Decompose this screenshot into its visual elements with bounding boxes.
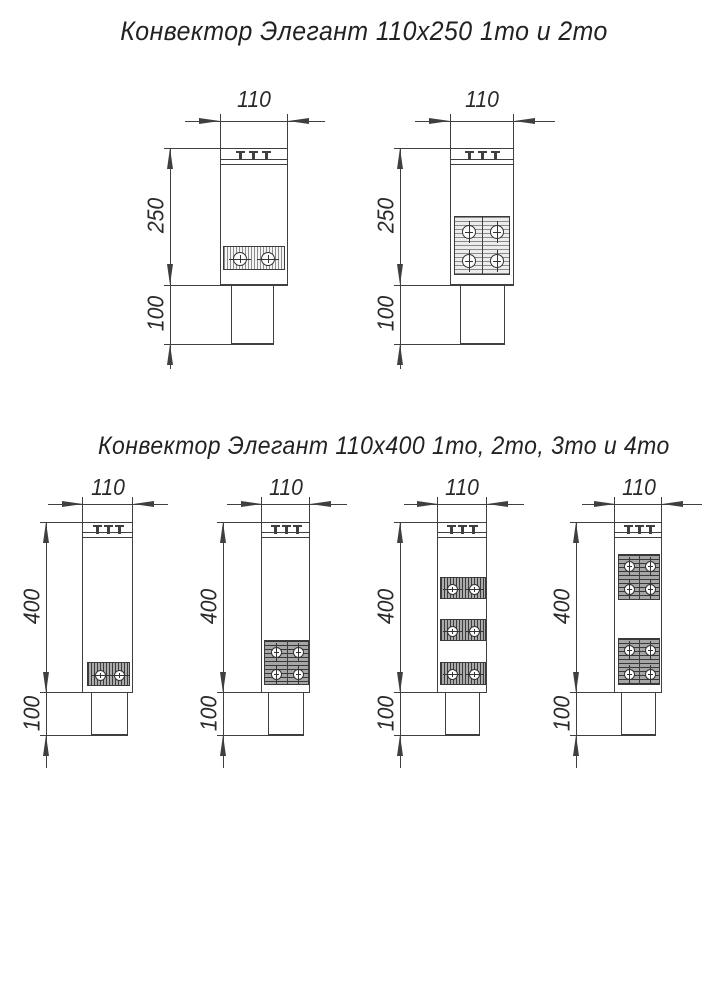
grille-clip-icon — [465, 151, 474, 153]
dimension-arrow-right-icon — [429, 118, 450, 124]
tube-circle — [624, 645, 635, 656]
dim-height-label: 250 — [142, 197, 169, 234]
grille-line — [262, 537, 309, 538]
dim-height-label: 400 — [18, 588, 45, 625]
tube-circle — [645, 561, 656, 572]
tube-circle — [490, 254, 504, 268]
grille-clip-icon — [646, 525, 655, 527]
extension-line — [394, 735, 480, 736]
pedestal — [621, 692, 656, 735]
dimension-arrow-right-icon — [241, 501, 262, 507]
dimension-arrow-left-icon — [662, 501, 683, 507]
grille-clip-icon — [104, 525, 113, 527]
grille-clip-icon — [469, 525, 478, 527]
extension-line — [486, 497, 487, 522]
extension-line — [614, 497, 615, 522]
tube-circle — [624, 584, 635, 595]
dimension-arrow-right-icon — [594, 501, 615, 507]
dimension-arrow-left-icon — [487, 501, 508, 507]
extension-line — [570, 692, 662, 693]
dimension-line — [223, 522, 224, 768]
dim-base-label: 100 — [18, 695, 45, 732]
dimension-arrow-left-icon — [310, 501, 331, 507]
dimension-arrow-up-icon — [573, 522, 579, 543]
tube-circle — [645, 645, 656, 656]
grille-line — [221, 164, 287, 165]
tube-circle — [645, 584, 656, 595]
extension-line — [82, 497, 83, 522]
grille-clip-icon — [93, 525, 102, 527]
dimension-arrow-up-icon — [167, 148, 173, 169]
grille-clip-icon — [491, 151, 500, 153]
extension-line — [261, 497, 262, 522]
tube-circle — [624, 669, 635, 680]
tube-circle — [233, 252, 247, 266]
grille-clip-icon — [115, 525, 124, 527]
dimension-line — [170, 148, 171, 369]
dimension-line — [576, 522, 577, 768]
dimension-arrow-left-icon — [288, 118, 309, 124]
grille-clip-icon — [236, 151, 245, 153]
dim-height-label: 250 — [372, 197, 399, 234]
grille-clip-icon — [447, 525, 456, 527]
extension-line — [570, 735, 656, 736]
center-divider-line — [482, 217, 483, 274]
extension-line — [309, 497, 310, 522]
dimension-arrow-up-icon — [167, 344, 173, 365]
figure-110x400-3to — [360, 470, 560, 790]
extension-line — [287, 114, 288, 148]
extension-line — [450, 114, 451, 148]
figure-110x400-4to — [535, 470, 708, 790]
tube-circle — [447, 626, 458, 637]
page-title-110x250: Конвектор Элегант 110х250 1то и 2то — [120, 16, 608, 46]
dimension-line — [46, 522, 47, 768]
heat-exchanger-block — [223, 246, 285, 270]
extension-line — [217, 735, 304, 736]
dim-width-label: 110 — [465, 86, 499, 112]
extension-line — [164, 148, 221, 149]
center-divider-line — [287, 641, 288, 684]
heat-exchanger-block — [440, 662, 486, 685]
figure-110x400-1to — [10, 470, 210, 790]
dimension-arrow-right-icon — [417, 501, 438, 507]
center-divider-line — [639, 555, 640, 599]
heat-exchanger-block — [454, 216, 510, 275]
pedestal — [460, 284, 505, 344]
dimension-arrow-right-icon — [199, 118, 220, 124]
grille-line — [615, 537, 661, 538]
dimension-arrow-up-icon — [397, 344, 403, 365]
extension-line — [40, 692, 133, 693]
tube-circle — [293, 669, 304, 680]
extension-line — [437, 497, 438, 522]
pedestal — [268, 692, 304, 735]
grille-line — [438, 537, 486, 538]
figure-110x250-1to — [140, 85, 340, 405]
grille-clip-icon — [458, 525, 467, 527]
dim-width-label: 110 — [445, 474, 479, 500]
figure-110x400-2to — [185, 470, 385, 790]
dim-width-label: 110 — [237, 86, 271, 112]
dim-base-label: 100 — [372, 695, 399, 732]
dimension-arrow-up-icon — [397, 522, 403, 543]
heat-exchanger-block — [264, 640, 309, 685]
dimension-line — [400, 522, 401, 768]
tube-circle — [462, 225, 476, 239]
tube-circle — [261, 252, 275, 266]
dimension-arrow-up-icon — [397, 148, 403, 169]
pedestal — [91, 692, 128, 735]
extension-line — [394, 285, 514, 286]
tube-circle — [95, 670, 106, 681]
tube-circle — [271, 647, 282, 658]
grille-clip-icon — [478, 151, 487, 153]
extension-line — [40, 735, 128, 736]
grille-clip-icon — [282, 525, 291, 527]
pedestal — [445, 692, 480, 735]
grille-clip-icon — [249, 151, 258, 153]
tube-circle — [447, 669, 458, 680]
dimension-arrow-down-icon — [397, 264, 403, 285]
extension-line — [220, 114, 221, 148]
tube-circle — [447, 584, 458, 595]
tube-circle — [624, 561, 635, 572]
extension-line — [132, 497, 133, 522]
tube-circle — [469, 584, 480, 595]
dim-base-label: 100 — [372, 295, 399, 332]
grille-line — [83, 537, 132, 538]
dim-base-label: 100 — [142, 295, 169, 332]
dim-height-label: 400 — [548, 588, 575, 625]
dim-width-label: 110 — [269, 474, 303, 500]
extension-line — [164, 344, 274, 345]
dimension-line — [400, 148, 401, 369]
dimension-arrow-left-icon — [133, 501, 154, 507]
extension-line — [661, 497, 662, 522]
tube-circle — [271, 669, 282, 680]
extension-line — [217, 692, 310, 693]
tube-circle — [114, 670, 125, 681]
grille-clip-icon — [635, 525, 644, 527]
dimension-arrow-left-icon — [514, 118, 535, 124]
dim-width-label: 110 — [91, 474, 125, 500]
grille-clip-icon — [293, 525, 302, 527]
heat-exchanger-block — [440, 577, 486, 599]
dim-base-label: 100 — [548, 695, 575, 732]
pedestal — [231, 284, 274, 344]
dimension-arrow-up-icon — [220, 522, 226, 543]
dim-width-label: 110 — [622, 474, 656, 500]
tube-circle — [490, 225, 504, 239]
grille-clip-icon — [624, 525, 633, 527]
tube-circle — [645, 669, 656, 680]
extension-line — [394, 692, 487, 693]
tube-circle — [462, 254, 476, 268]
tube-circle — [293, 647, 304, 658]
grille-clip-icon — [262, 151, 271, 153]
center-divider-line — [639, 639, 640, 684]
tube-circle — [469, 626, 480, 637]
extension-line — [394, 344, 505, 345]
dim-height-label: 400 — [372, 588, 399, 625]
extension-line — [164, 285, 288, 286]
dim-base-label: 100 — [195, 695, 222, 732]
grille-clip-icon — [271, 525, 280, 527]
heat-exchanger-block — [618, 554, 660, 600]
dimension-arrow-down-icon — [167, 264, 173, 285]
heat-exchanger-block — [440, 619, 486, 641]
dimension-arrow-right-icon — [62, 501, 83, 507]
page-title-110x400: Конвектор Элегант 110х400 1то, 2то, 3то и 4то — [98, 432, 670, 460]
tube-circle — [469, 669, 480, 680]
dimension-arrow-up-icon — [43, 522, 49, 543]
figure-110x250-2to — [370, 85, 570, 405]
grille-line — [451, 164, 513, 165]
heat-exchanger-block — [618, 638, 660, 685]
heat-exchanger-block — [87, 662, 130, 686]
dim-height-label: 400 — [195, 588, 222, 625]
extension-line — [513, 114, 514, 148]
